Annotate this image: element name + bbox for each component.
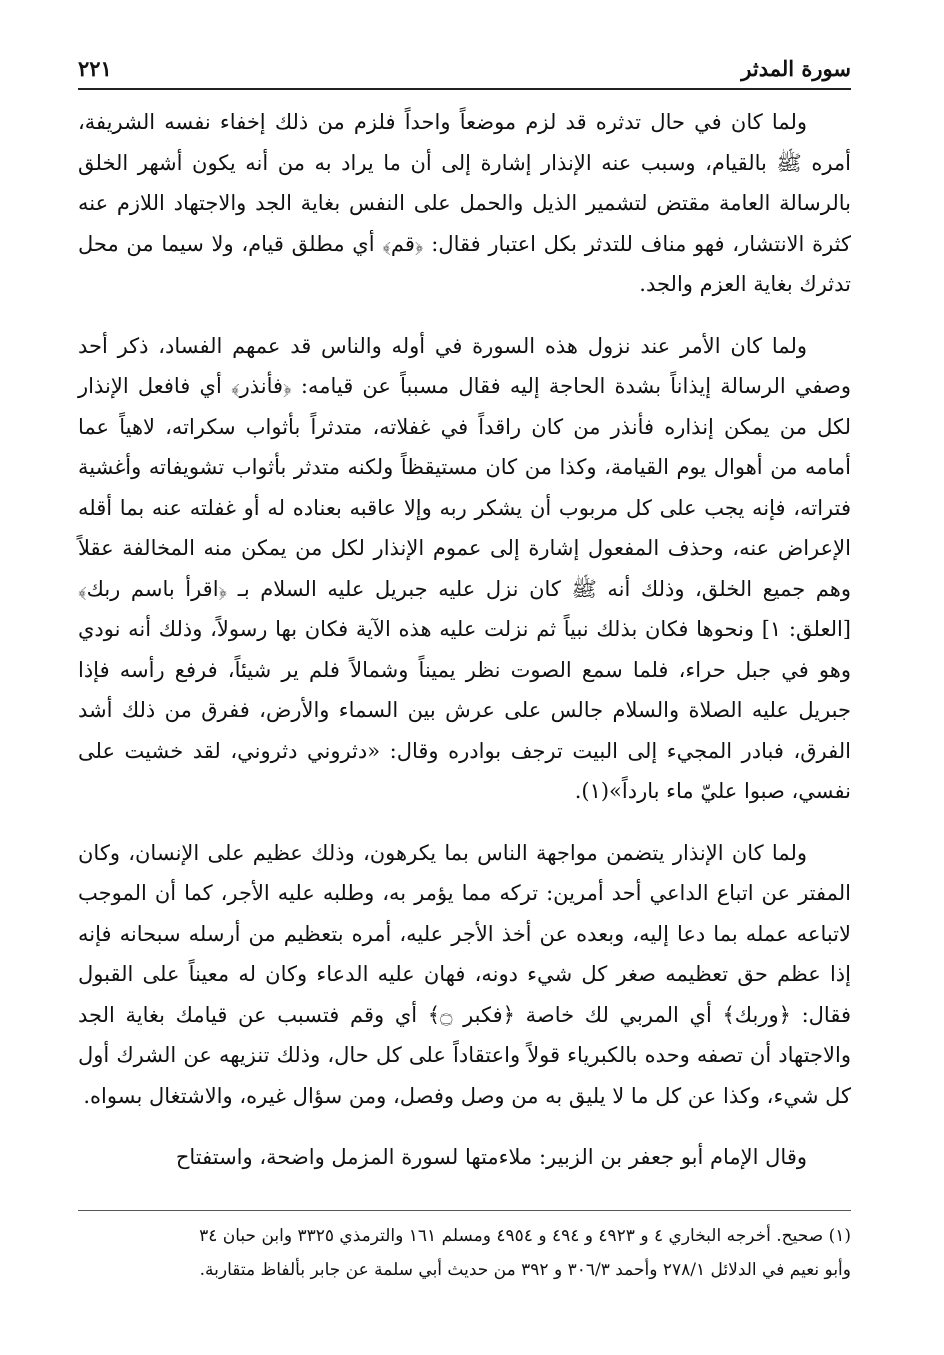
header-rule	[78, 88, 851, 90]
footnote-line: وأبو نعيم في الدلائل ٢٧٨/١ وأحمد ٣٠٦/٣ و ٣٩٢ من حديث أبي سلمة عن جابر بألفاظ متقاربة.	[199, 1260, 851, 1280]
paragraph: ولما كان الإنذار يتضمن مواجهة الناس بما يكرهون، وذلك عظيم على الإنسان، وكان المفتر عن اتباع الداعي أحد أمرين: تركه مما يؤمر به، وطلبه عليه الأجر، كما أن الموجب لاتباعه عمله بما دعا إليه، وبعده عن أخذ الأجر عليه، أمره بتعظيم من أرسله سبحانه فإنه إذا عظم حق تعظيمه صغر كل شيء دونه، فهان عليه الدعاء وكان له معيناً على القبول فقال: ﴿وربك﴾ أي المربي لك خاصة ﴿فكبر ۝﴾ أي وقم فتسبب عن قيامك بغاية الجد والاجتهاد أن تصفه وحده بالكبرياء قولاً واعتقاداً على كل حال، وذلك تنزيهه عن الشرك أول كل شيء، وكذا عن كل ما لا يليق به من وصل وفصل، ومن سؤال غيره، والاشتغال بسواه.	[78, 840, 851, 1108]
running-header	[78, 52, 851, 82]
footnote	[78, 1219, 851, 1287]
surah-title: سورة المدثر	[741, 56, 851, 81]
footnote-line: (١) صحيح. أخرجه البخاري ٤ و ٤٩٢٣ و ٤٩٤ و ٤٩٥٤ ومسلم ١٦١ والترمذي ٣٣٢٥ وابن حبان ٣٤	[199, 1226, 851, 1246]
page-number: ٢٢١	[78, 56, 112, 81]
paragraph: ولما كان في حال تدثره قد لزم موضعاً واحداً فلزم من ذلك إخفاء نفسه الشريفة، أمره ﷺ بالقيام، وسبب عنه الإنذار إشارة إلى أن ما يراد به من أنه يكون أشهر الخلق بالرسالة العامة مقتض لتشمير الذيل والحمل على النفس بغاية الجد والاجتهاد اللازم عنه كثرة الانتشار، فهو مناف للتدثر بكل اعتبار فقال: ﴿قم﴾ أي مطلق قيام، ولا سيما من محل تدثرك بغاية العزم والجد.	[78, 110, 851, 296]
paragraph: ولما كان الأمر عند نزول هذه السورة في أوله والناس قد عمهم الفساد، ذكر أحد وصفي الرسالة إيذاناً بشدة الحاجة إليه فقال مسبباً عن قيامه: ﴿فأنذر﴾ أي فافعل الإنذار لكل من يمكن إنذاره فأنذر من كان راقداً في غفلاته، متدثراً بأثواب سكراته، لاهياً عما أمامه من أهوال يوم القيامة، وكذا من كان مستيقظاً ولكنه متدثر بأثواب تشويفاته وأغشية فتراته، فإنه يجب على كل مربوب أن يشكر ربه وإلا عاقبه بعناده له أو غفلته عنه بما أقله الإعراض عنه، وحذف المفعول إشارة إلى عموم الإنذار لكل من يمكن منه المخالفة عقلاً وهم جميع الخلق، وذلك أنه ﷺ كان نزل عليه جبريل عليه السلام بـ ﴿اقرأ باسم ربك﴾ [العلق: ١] ونحوها فكان بذلك نبياً ثم نزلت عليه هذه الآية فكان بها رسولاً، وذلك أنه نودي وهو في جبل حراء، فلما سمع الصوت نظر يميناً وشمالاً فلم ير شيئاً، فرفع رأسه فإذا جبريل عليه الصلاة والسلام جالس على عرش بين السماء والأرض، ففرق من ذلك أشد الفرق، فبادر المجيء إلى البيت ترجف بوادره وقال: «دثروني دثروني، لقد خشيت على نفسي، صبوا عليّ ماء بارداً»(١).	[78, 333, 851, 803]
body-text	[78, 102, 851, 1178]
paragraph: وقال الإمام أبو جعفر بن الزبير: ملاءمتها لسورة المزمل واضحة، واستفتاح	[175, 1145, 807, 1169]
footnote-rule	[78, 1210, 851, 1211]
